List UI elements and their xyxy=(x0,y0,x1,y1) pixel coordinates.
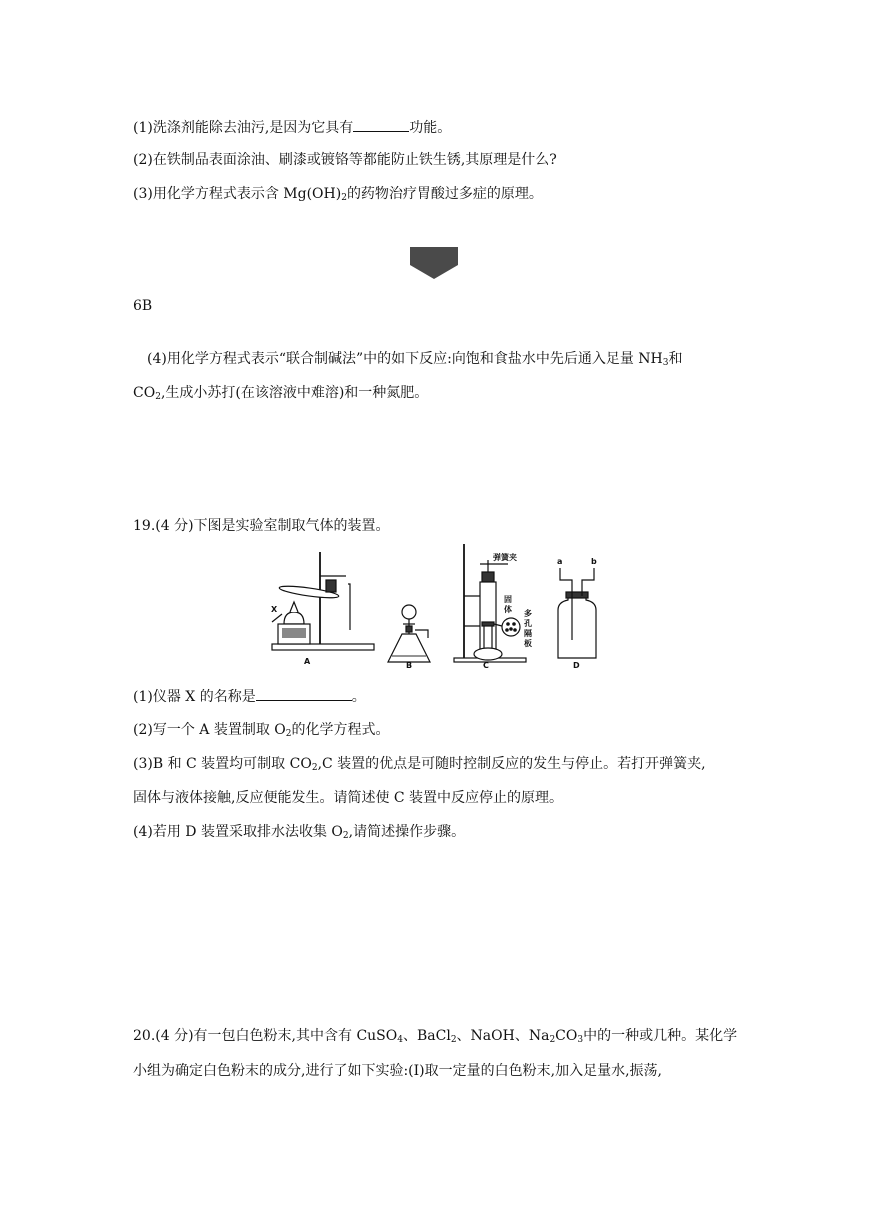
label-spring-clip: 弹簧夹 xyxy=(493,553,517,562)
q20-line1: 20.(4 分)有一包白色粉末,其中含有 CuSO$_4$、BaCl$_2$、NaOH、$Na_2CO_3$中的一种或几种。某化学 xyxy=(133,1028,738,1045)
label-solid-2: 体 xyxy=(504,605,512,614)
q18-part2: (2)在铁制品表面涂油、刷漆或镀铬等都能防止铁生锈,其原理是什么? xyxy=(133,152,557,168)
q18-part4-line1: (4)用化学方程式表示“联合制碱法”中的如下反应:向饱和食盐水中先后通入足量 $NH_3$和 xyxy=(147,351,683,368)
apparatus-a xyxy=(272,552,374,650)
label-x: X xyxy=(271,605,278,614)
label-c: C xyxy=(483,661,489,670)
answer-blank[interactable] xyxy=(256,686,352,701)
q19-part3-line1: (3)B 和 C 装置均可制取 $CO_2,C$ 装置的优点是可随时控制反应的发生与停止。若打开弹簧夹, xyxy=(133,756,706,773)
q19-part4: (4)若用 D 装置采取排水法收集 $O_2$,请简述操作步骤。 xyxy=(133,824,466,841)
q18-part3: (3)用化学方程式表示含 $Mg(OH)_2$的药物治疗胃酸过多症的原理。 xyxy=(133,186,543,203)
label-b: B xyxy=(406,661,413,670)
lab-apparatus-figure xyxy=(268,540,603,670)
q19-part1: (1)仪器 X 的名称是 。 xyxy=(133,686,366,707)
apparatus-b xyxy=(388,605,430,662)
q18-part1: (1)洗涤剂能除去油污,是因为它具有 功能。 xyxy=(133,117,451,138)
q19-part2: (2)写一个 A 装置制取 $O_2$的化学方程式。 xyxy=(133,722,390,739)
q19-part3-line2: 固体与液体接触,反应便能发生。请简述使 C 装置中反应停止的原理。 xyxy=(133,790,564,806)
page-marker: 6B xyxy=(133,298,153,314)
apparatus-d xyxy=(558,568,596,658)
q19-header: 19.(4 分)下图是实验室制取气体的装置。 xyxy=(133,518,390,534)
chevron-down-icon[interactable] xyxy=(410,247,458,279)
label-port-a: a xyxy=(557,557,563,566)
label-plate-1: 多 xyxy=(524,609,532,618)
label-plate-3: 隔 xyxy=(524,629,532,638)
label-d: D xyxy=(573,661,580,670)
answer-blank[interactable] xyxy=(353,117,409,132)
label-port-b: b xyxy=(591,557,597,566)
label-plate-4: 板 xyxy=(524,639,532,648)
q20-line2: 小组为确定白色粉末的成分,进行了如下实验:(Ⅰ)取一定量的白色粉末,加入足量水,振荡, xyxy=(133,1063,662,1079)
label-solid-1: 固 xyxy=(504,595,512,604)
q18-part4-line2: $CO_2$,生成小苏打(在该溶液中难溶)和一种氮肥。 xyxy=(133,385,429,402)
label-plate-2: 孔 xyxy=(524,619,532,628)
label-a: A xyxy=(304,657,311,666)
